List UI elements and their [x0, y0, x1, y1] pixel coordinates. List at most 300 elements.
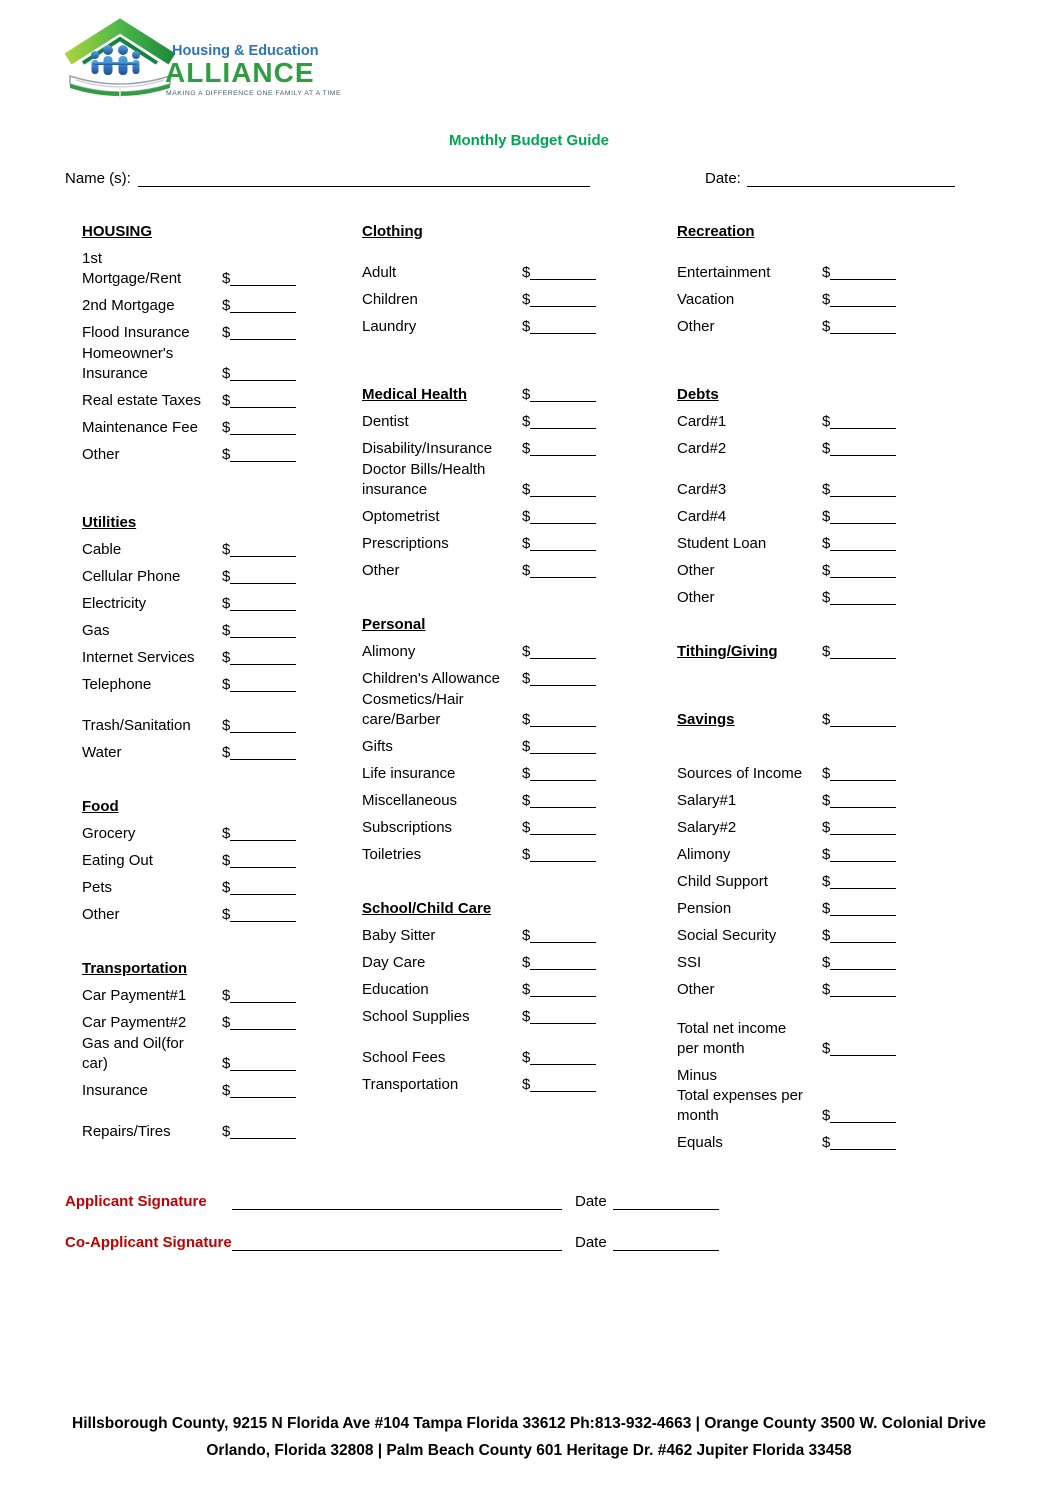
- amount-blank[interactable]: [522, 980, 596, 1000]
- amount-blank-line[interactable]: [530, 684, 596, 686]
- amount-blank-line[interactable]: [530, 779, 596, 781]
- amount-blank[interactable]: [222, 851, 296, 871]
- amount-blank[interactable]: [822, 764, 896, 784]
- dollar-sign: $: [522, 508, 531, 525]
- amount-blank[interactable]: [822, 710, 896, 730]
- amount-blank-line[interactable]: [530, 1063, 596, 1065]
- dollar-sign: $: [522, 562, 531, 579]
- field-label: Salary#2: [677, 819, 737, 836]
- budget-row: [82, 222, 296, 242]
- dollar-sign: $: [822, 440, 831, 457]
- budget-row: [677, 317, 896, 337]
- amount-blank[interactable]: [822, 1106, 896, 1126]
- amount-blank[interactable]: [822, 926, 896, 946]
- logo-tagline: MAKING A DIFFERENCE ONE FAMILY AT A TIME: [166, 90, 342, 97]
- dollar-sign: $: [522, 264, 531, 281]
- dollar-sign: $: [222, 1055, 231, 1072]
- dollar-sign: $: [522, 711, 531, 728]
- amount-blank[interactable]: [222, 905, 296, 925]
- field-label: SSI: [677, 954, 702, 971]
- amount-blank-line[interactable]: [530, 522, 596, 524]
- dollar-sign: $: [822, 508, 831, 525]
- co-applicant-date-label: Date: [575, 1234, 607, 1251]
- budget-row: [82, 296, 296, 316]
- amount-blank-line[interactable]: [830, 1148, 896, 1150]
- amount-blank[interactable]: [222, 594, 296, 614]
- amount-blank[interactable]: [522, 561, 596, 581]
- logo-open-book-icon: [70, 76, 170, 99]
- dollar-sign: $: [822, 481, 831, 498]
- budget-row: [677, 642, 896, 662]
- dollar-sign: $: [822, 589, 831, 606]
- amount-blank[interactable]: [822, 561, 896, 581]
- field-label: Salary#1: [677, 792, 737, 809]
- budget-row: [677, 980, 896, 1000]
- dollar-sign: $: [222, 879, 231, 896]
- budget-row: [82, 716, 296, 736]
- section-gap: [677, 466, 896, 480]
- budget-row: [362, 460, 596, 500]
- dollar-sign: $: [822, 900, 831, 917]
- amount-blank-line[interactable]: [830, 1121, 896, 1123]
- amount-blank[interactable]: [822, 507, 896, 527]
- amount-blank[interactable]: [222, 1081, 296, 1101]
- amount-blank-line[interactable]: [830, 725, 896, 727]
- amount-blank[interactable]: [822, 412, 896, 432]
- budget-row: [677, 385, 896, 405]
- amount-blank-line[interactable]: [230, 893, 296, 895]
- amount-blank-line[interactable]: [830, 603, 896, 605]
- amount-blank-line[interactable]: [230, 731, 296, 733]
- budget-row: [677, 845, 896, 865]
- amount-blank[interactable]: [822, 899, 896, 919]
- amount-blank-line[interactable]: [230, 433, 296, 435]
- amount-blank-line[interactable]: [530, 305, 596, 307]
- dollar-sign: $: [522, 927, 531, 944]
- amount-blank[interactable]: [222, 878, 296, 898]
- amount-blank-line[interactable]: [830, 332, 896, 334]
- amount-blank-line[interactable]: [830, 576, 896, 578]
- amount-blank-line[interactable]: [230, 1096, 296, 1098]
- amount-blank[interactable]: [222, 986, 296, 1006]
- field-label: Student Loan: [677, 535, 767, 552]
- amount-blank[interactable]: [822, 642, 896, 662]
- budget-column-clothing: [362, 222, 596, 1102]
- amount-blank-line[interactable]: [830, 1054, 896, 1056]
- amount-blank-line[interactable]: [230, 758, 296, 760]
- field-label: Child Support: [677, 873, 768, 890]
- field-label: Doctor Bills/Health insurance: [362, 461, 486, 498]
- field-label: Car Payment#2: [82, 1014, 187, 1031]
- section-gap: [677, 615, 896, 642]
- amount-blank-line[interactable]: [230, 663, 296, 665]
- budget-row: [362, 317, 596, 337]
- dollar-sign: $: [222, 270, 231, 287]
- budget-row: [82, 648, 296, 668]
- amount-blank-line[interactable]: [230, 460, 296, 462]
- amount-blank[interactable]: [822, 791, 896, 811]
- amount-blank[interactable]: [522, 290, 596, 310]
- budget-row: [362, 263, 596, 283]
- dollar-sign: $: [822, 562, 831, 579]
- section-header: Savings: [677, 711, 735, 728]
- amount-blank[interactable]: [522, 263, 596, 283]
- field-label: Pets: [82, 879, 113, 896]
- budget-row: [82, 249, 296, 289]
- amount-blank-line[interactable]: [830, 968, 896, 970]
- amount-blank-line[interactable]: [230, 1028, 296, 1030]
- section-header: Recreation: [677, 223, 755, 240]
- amount-blank[interactable]: [222, 323, 296, 343]
- dollar-sign: $: [222, 744, 231, 761]
- dollar-sign: $: [222, 987, 231, 1004]
- budget-row: [362, 953, 596, 973]
- amount-blank-line[interactable]: [230, 1137, 296, 1139]
- amount-blank[interactable]: [522, 534, 596, 554]
- field-label: Card#3: [677, 481, 727, 498]
- section-header: Medical Health: [362, 386, 468, 403]
- amount-blank[interactable]: [822, 534, 896, 554]
- amount-blank-line[interactable]: [830, 887, 896, 889]
- budget-row: [362, 926, 596, 946]
- amount-blank-line[interactable]: [830, 941, 896, 943]
- amount-blank-line[interactable]: [230, 690, 296, 692]
- dollar-sign: $: [822, 711, 831, 728]
- dollar-sign: $: [822, 1134, 831, 1151]
- dollar-sign: $: [222, 649, 231, 666]
- amount-blank[interactable]: [522, 953, 596, 973]
- amount-blank[interactable]: [822, 1039, 896, 1059]
- field-label: Card#4: [677, 508, 727, 525]
- field-label: Day Care: [362, 954, 426, 971]
- amount-blank[interactable]: [522, 412, 596, 432]
- budget-row: [677, 899, 896, 919]
- amount-blank-line[interactable]: [530, 454, 596, 456]
- section-header: School/Child Care: [362, 900, 492, 917]
- co-applicant-date-blank-line[interactable]: [613, 1236, 719, 1251]
- amount-blank[interactable]: [822, 980, 896, 1000]
- section-gap: [677, 344, 896, 385]
- field-label: Real estate Taxes: [82, 392, 201, 409]
- amount-blank[interactable]: [822, 872, 896, 892]
- date-blank-line[interactable]: [747, 172, 955, 187]
- budget-row: [82, 391, 296, 411]
- amount-blank[interactable]: [522, 439, 596, 459]
- amount-blank-line[interactable]: [830, 995, 896, 997]
- amount-blank[interactable]: [522, 710, 596, 730]
- amount-blank[interactable]: [522, 1048, 596, 1068]
- amount-blank-line[interactable]: [830, 522, 896, 524]
- dollar-sign: $: [222, 446, 231, 463]
- budget-row: [82, 445, 296, 465]
- field-label: Equals: [677, 1134, 723, 1151]
- amount-blank-line[interactable]: [530, 549, 596, 551]
- budget-row: [677, 412, 896, 432]
- field-label: Cosmetics/Hair care/Barber: [362, 691, 464, 728]
- amount-blank[interactable]: [522, 1007, 596, 1027]
- amount-blank[interactable]: [522, 507, 596, 527]
- amount-blank[interactable]: [222, 1013, 296, 1033]
- amount-blank[interactable]: [822, 439, 896, 459]
- amount-blank-line[interactable]: [530, 1022, 596, 1024]
- budget-row: [677, 818, 896, 838]
- field-label: Other: [677, 562, 715, 579]
- amount-blank-line[interactable]: [230, 338, 296, 340]
- amount-blank[interactable]: [522, 818, 596, 838]
- budget-row: [677, 507, 896, 527]
- amount-blank-line[interactable]: [830, 549, 896, 551]
- budget-row: [362, 385, 596, 405]
- amount-blank[interactable]: [522, 480, 596, 500]
- amount-blank-line[interactable]: [230, 866, 296, 868]
- budget-row: [677, 534, 896, 554]
- amount-blank-line[interactable]: [230, 1069, 296, 1071]
- amount-blank-line[interactable]: [530, 332, 596, 334]
- amount-blank-line[interactable]: [230, 582, 296, 584]
- dollar-sign: $: [822, 981, 831, 998]
- amount-blank[interactable]: [222, 364, 296, 384]
- amount-blank-line[interactable]: [830, 278, 896, 280]
- dollar-sign: $: [522, 1049, 531, 1066]
- dollar-sign: $: [222, 365, 231, 382]
- budget-row: [677, 1133, 896, 1153]
- dollar-sign: $: [522, 1076, 531, 1093]
- amount-blank-line[interactable]: [830, 657, 896, 659]
- dollar-sign: $: [522, 954, 531, 971]
- amount-blank-line[interactable]: [830, 860, 896, 862]
- dollar-sign: $: [522, 792, 531, 809]
- amount-blank-line[interactable]: [830, 833, 896, 835]
- amount-blank[interactable]: [822, 1133, 896, 1153]
- field-label: Other: [677, 981, 715, 998]
- budget-row: [677, 953, 896, 973]
- amount-blank-line[interactable]: [230, 555, 296, 557]
- amount-blank[interactable]: [222, 716, 296, 736]
- section-header: HOUSING: [82, 223, 153, 240]
- section-gap: [82, 1108, 296, 1122]
- amount-blank-line[interactable]: [230, 839, 296, 841]
- date-label: Date:: [705, 170, 741, 187]
- amount-blank[interactable]: [222, 540, 296, 560]
- field-label: Homeowner's Insurance: [82, 345, 174, 382]
- amount-blank-line[interactable]: [230, 379, 296, 381]
- field-label: Toiletries: [362, 846, 422, 863]
- section-header: Tithing/Giving: [677, 643, 778, 660]
- dollar-sign: $: [522, 1008, 531, 1025]
- field-label: Grocery: [82, 825, 136, 842]
- field-label: Electricity: [82, 595, 147, 612]
- applicant-date-label: Date: [575, 1193, 607, 1210]
- field-label: Subscriptions: [362, 819, 453, 836]
- amount-blank[interactable]: [222, 743, 296, 763]
- budget-row: [362, 1075, 596, 1095]
- amount-blank-line[interactable]: [830, 305, 896, 307]
- amount-blank-line[interactable]: [230, 609, 296, 611]
- amount-blank[interactable]: [222, 418, 296, 438]
- amount-blank-line[interactable]: [230, 920, 296, 922]
- amount-blank[interactable]: [822, 588, 896, 608]
- dollar-sign: $: [822, 1107, 831, 1124]
- amount-blank[interactable]: [522, 764, 596, 784]
- amount-blank[interactable]: [522, 926, 596, 946]
- field-label: Internet Services: [82, 649, 195, 666]
- budget-row: [82, 1122, 296, 1142]
- applicant-date-blank-line[interactable]: [613, 1195, 719, 1210]
- dollar-sign: $: [222, 1014, 231, 1031]
- name-blank-line[interactable]: [138, 172, 590, 187]
- amount-blank[interactable]: [522, 385, 596, 405]
- budget-row: [82, 1013, 296, 1033]
- section-gap: [82, 702, 296, 716]
- amount-blank-line[interactable]: [230, 311, 296, 313]
- budget-row: [677, 764, 896, 784]
- amount-blank-line[interactable]: [530, 495, 596, 497]
- budget-row: [677, 561, 896, 581]
- section-header: Debts: [677, 386, 719, 403]
- field-label: Gifts: [362, 738, 393, 755]
- amount-blank[interactable]: [822, 263, 896, 283]
- field-label: School Supplies: [362, 1008, 470, 1025]
- section-gap: [362, 344, 596, 385]
- amount-blank[interactable]: [222, 391, 296, 411]
- budget-row: [677, 710, 896, 730]
- dollar-sign: $: [522, 440, 531, 457]
- amount-blank-line[interactable]: [530, 752, 596, 754]
- logo-text-housing-education: Housing & Education: [172, 43, 319, 59]
- budget-row: [362, 507, 596, 527]
- budget-row: [677, 1066, 896, 1126]
- field-label: Car Payment#1: [82, 987, 187, 1004]
- field-label: Prescriptions: [362, 535, 449, 552]
- amount-blank-line[interactable]: [230, 636, 296, 638]
- amount-blank-line[interactable]: [530, 833, 596, 835]
- amount-blank[interactable]: [222, 567, 296, 587]
- section-header: Personal: [362, 616, 426, 633]
- amount-blank-line[interactable]: [530, 1090, 596, 1092]
- dollar-sign: $: [822, 535, 831, 552]
- amount-blank-line[interactable]: [830, 454, 896, 456]
- field-label: Disability/Insurance: [362, 440, 493, 457]
- field-label: Other: [677, 589, 715, 606]
- amount-blank-line[interactable]: [230, 284, 296, 286]
- amount-blank-line[interactable]: [530, 657, 596, 659]
- amount-blank[interactable]: [222, 824, 296, 844]
- applicant-signature-blank-line[interactable]: [232, 1195, 562, 1210]
- dollar-sign: $: [522, 846, 531, 863]
- co-applicant-signature-blank-line[interactable]: [232, 1236, 562, 1251]
- budget-row: [362, 412, 596, 432]
- co-applicant-signature-label: Co-Applicant Signature: [65, 1234, 232, 1251]
- field-label: Maintenance Fee: [82, 419, 198, 436]
- amount-blank[interactable]: [222, 1054, 296, 1074]
- amount-blank[interactable]: [222, 445, 296, 465]
- amount-blank[interactable]: [522, 317, 596, 337]
- dollar-sign: $: [822, 643, 831, 660]
- amount-blank[interactable]: [522, 669, 596, 689]
- budget-row: [362, 899, 596, 919]
- name-label: Name (s):: [65, 170, 131, 187]
- amount-blank[interactable]: [522, 845, 596, 865]
- amount-blank-line[interactable]: [530, 400, 596, 402]
- amount-blank[interactable]: [222, 296, 296, 316]
- field-label: Cable: [82, 541, 122, 558]
- dollar-sign: $: [522, 738, 531, 755]
- amount-blank-line[interactable]: [230, 1001, 296, 1003]
- budget-row: [82, 344, 296, 384]
- dollar-sign: $: [822, 264, 831, 281]
- field-label: Dentist: [362, 413, 409, 430]
- amount-blank[interactable]: [522, 791, 596, 811]
- amount-blank[interactable]: [222, 621, 296, 641]
- amount-blank-line[interactable]: [530, 278, 596, 280]
- field-label: Social Security: [677, 927, 777, 944]
- field-label: Minus Total expenses per month: [677, 1067, 803, 1124]
- amount-blank[interactable]: [522, 642, 596, 662]
- budget-row: [82, 621, 296, 641]
- dollar-sign: $: [222, 852, 231, 869]
- dollar-sign: $: [222, 906, 231, 923]
- budget-row: [362, 1048, 596, 1068]
- amount-blank[interactable]: [222, 269, 296, 289]
- budget-row: [82, 878, 296, 898]
- section-header: Food: [82, 798, 119, 815]
- budget-row: [82, 851, 296, 871]
- amount-blank-line[interactable]: [530, 725, 596, 727]
- amount-blank[interactable]: [222, 1122, 296, 1142]
- amount-blank[interactable]: [822, 818, 896, 838]
- amount-blank-line[interactable]: [530, 427, 596, 429]
- field-label: Alimony: [362, 643, 416, 660]
- budget-row: [677, 1019, 896, 1059]
- amount-blank[interactable]: [522, 737, 596, 757]
- amount-blank-line[interactable]: [830, 914, 896, 916]
- amount-blank-line[interactable]: [830, 495, 896, 497]
- amount-blank-line[interactable]: [530, 995, 596, 997]
- amount-blank[interactable]: [822, 480, 896, 500]
- amount-blank-line[interactable]: [530, 860, 596, 862]
- budget-column-housing: [82, 222, 296, 1149]
- amount-blank[interactable]: [822, 290, 896, 310]
- amount-blank-line[interactable]: [830, 806, 896, 808]
- amount-blank[interactable]: [522, 1075, 596, 1095]
- budget-row: [362, 534, 596, 554]
- section-gap: [82, 770, 296, 797]
- amount-blank-line[interactable]: [530, 576, 596, 578]
- amount-blank-line[interactable]: [530, 941, 596, 943]
- amount-blank[interactable]: [822, 953, 896, 973]
- budget-row: [677, 263, 896, 283]
- amount-blank[interactable]: [822, 317, 896, 337]
- amount-blank-line[interactable]: [830, 427, 896, 429]
- amount-blank[interactable]: [222, 675, 296, 695]
- dollar-sign: $: [822, 318, 831, 335]
- amount-blank-line[interactable]: [530, 968, 596, 970]
- budget-row: [362, 845, 596, 865]
- dollar-sign: $: [522, 535, 531, 552]
- amount-blank-line[interactable]: [530, 806, 596, 808]
- amount-blank-line[interactable]: [830, 779, 896, 781]
- amount-blank[interactable]: [822, 845, 896, 865]
- dollar-sign: $: [222, 825, 231, 842]
- dollar-sign: $: [522, 291, 531, 308]
- amount-blank-line[interactable]: [230, 406, 296, 408]
- field-label: Card#2: [677, 440, 727, 457]
- budget-row: [82, 824, 296, 844]
- applicant-signature-label: Applicant Signature: [65, 1193, 207, 1210]
- amount-blank[interactable]: [222, 648, 296, 668]
- field-label: Gas: [82, 622, 110, 639]
- dollar-sign: $: [222, 541, 231, 558]
